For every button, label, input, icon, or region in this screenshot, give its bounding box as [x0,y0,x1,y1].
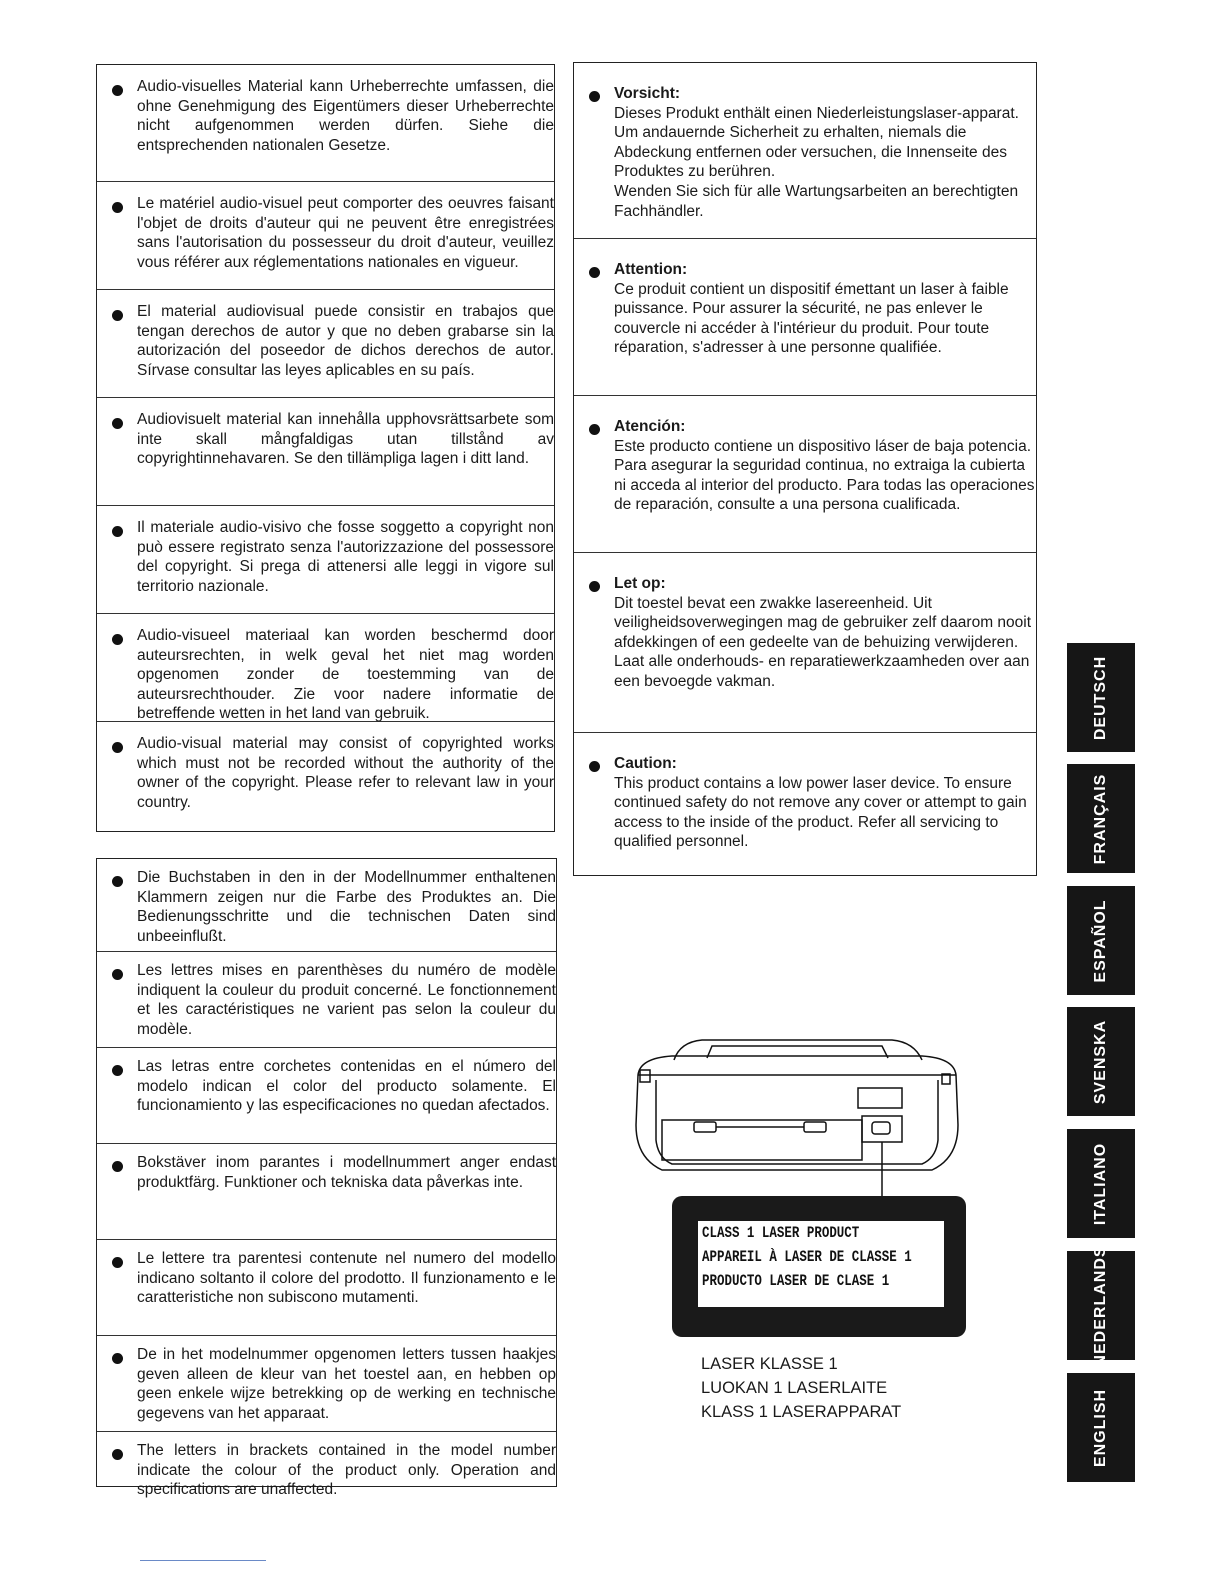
tab-label: SVENSKA [1092,1019,1109,1104]
bullet-icon [589,267,600,278]
notice-text: Audio-visuelles Material kann Urheberrechte umfassen, die ohne Genehmigung des Eigentümers dieser Urheberrechte nicht aufgenommen werden dürfen. Siehe die entsprechenden nationalen Gesetze. [137,78,554,154]
copyright-notice-nl [97,614,554,722]
copyright-notice-it [97,506,554,614]
tab-espanol [1067,886,1135,995]
laser-warning-de [574,63,1036,239]
warning-title: Let op: [614,575,666,592]
warning-body: Ce produit contient un dispositif émettant un laser à faible puissance. Pour assurer la sécurité, ne pas enlever le couvercle ni accéder à l'intérieur du produit. Pour toute réparation, s'adresser à une personne qualifiée. [614,280,1009,357]
bullet-icon [112,526,123,537]
jack-panel [862,1116,902,1142]
copyright-notice-de [97,65,554,182]
notice-text: Die Buchstaben in den in der Modellnummer enthaltenen Klammern zeigen nur die Farbe des Produktes an. Die Bedienungsschritte und die technischen Daten sind unbeeinflußt. [137,869,556,945]
bullet-icon [112,418,123,429]
bullet-icon [112,1449,123,1460]
tab-label: NEDERLANDS [1092,1244,1109,1367]
bullet-icon [112,85,123,96]
laser-label-line-2: APPAREIL À LASER DE CLASSE 1 [702,1248,912,1266]
laser-warnings-box [573,62,1037,876]
notice-text: The letters in brackets contained in the model number indicate the colour of the product only. Operation and specifications are unaffected. [137,1442,556,1499]
bullet-icon [589,761,600,772]
color-notice-en [97,1432,556,1507]
notice-text: Las letras entre corchetes contenidas en el número del modelo indican el color del producto solamente. El funcionamiento y las especificaciones no quedan afectados. [137,1058,556,1115]
tab-english [1067,1373,1135,1482]
copyright-notice-es [97,290,554,398]
jack-icon [872,1122,890,1134]
color-notice-nl [97,1336,556,1432]
notice-text: El material audiovisual puede consistir en trabajos que tengan derechos de autor y que no deben grabarse sin la autorización del poseedor de dichos derechos de autor. Sírvase consultar las leyes aplicables en su país. [137,303,554,379]
tab-svenska [1067,1007,1135,1116]
battery-slot-left [694,1122,716,1132]
copyright-notice-sv [97,398,554,506]
color-notice-it [97,1240,556,1336]
warning-body: This product contains a low power laser device. To ensure continued safety do not remove any cover or attempt to gain access to the inside of the product. Refer all servicing to qualified personnel. [614,774,1027,851]
bullet-icon [589,424,600,435]
warning-title: Atención: [614,418,686,435]
bullet-icon [112,1353,123,1364]
tab-label: DEUTSCH [1092,655,1109,740]
notice-text: De in het modelnummer opgenomen letters tussen haakjes geven alleen de kleur van het toestel aan, en hebben op geen enkele wijze betrekking op de werking en technische gegevens van het apparaat. [137,1346,556,1422]
laser-label-line-3: PRODUCTO LASER DE CLASE 1 [702,1272,890,1290]
warning-body: Este producto contiene un dispositivo láser de baja potencia. Para asegurar la seguridad continua, no extraiga la cubierta ni acceda al interior del producto. Para todas las operaciones de reparación, consulte a una persona cualificada. [614,437,1035,514]
laser-class-label-inner [698,1221,944,1307]
notice-text: Le lettere tra parentesi contenute nel numero del modello indicano soltanto il colore del prodotto. Il funzionamento e le caratteristiche non subiscono mutamenti. [137,1250,556,1307]
bullet-icon [112,1257,123,1268]
bullet-icon [112,310,123,321]
battery-slot-right [804,1122,826,1132]
color-notice-de [97,859,556,952]
bullet-icon [112,1065,123,1076]
notice-text: Les lettres mises en parenthèses du numéro de modèle indiquent la couleur du produit concerné. Le fonctionnement et les caractéristiques ne varient pas selon la couleur du modèle. [137,962,556,1038]
laser-klasse-text: LASER KLASSE 1 LUOKAN 1 LASERLAITE KLASS 1 LASERAPPARAT [701,1355,902,1421]
tab-label: ITALIANO [1092,1142,1109,1225]
color-notice-fr [97,952,556,1048]
laser-warning-fr [574,239,1036,396]
laser-warning-es [574,396,1036,553]
tab-deutsch [1067,643,1135,752]
warning-body: Dit toestel bevat een zwakke lasereenheid. Uit veiligheidsoverwegingen mag de gebruiker zelf daarom nooit afdekkingen of een gedeelte van de behuizing verwijderen. Laat alle onderhouds- en reparatiewerkzaamheden over aan een bevoegde vakman. [614,594,1032,690]
laser-label-window [858,1088,902,1108]
tab-label: ESPAÑOL [1092,898,1109,983]
color-notice-es [97,1048,556,1144]
tab-francais [1067,764,1135,873]
copyright-notices-box [96,64,555,832]
tab-label: FRANÇAIS [1092,773,1109,864]
notice-text: Le matériel audio-visuel peut comporter des oeuvres faisant l'objet de droits d'auteur qui ne peuvent être enregistrées sans l'autorisation du possesseur du droit d'auteur, veuillez vous référer aux réglementations nationales en vigueur. [137,195,554,271]
tab-italiano [1067,1129,1135,1238]
bullet-icon [112,742,123,753]
notice-text: Il materiale audio-visivo che fosse soggetto a copyright non può essere registrato senza l'autorizzazione del possessore del copyright. Si prega di attenersi alle leggi in vigore sul territorio nazionale. [137,519,554,595]
bullet-icon [112,1161,123,1172]
bullet-icon [112,876,123,887]
device-body [636,1056,958,1170]
tab-nederlands [1067,1244,1135,1367]
warning-title: Vorsicht: [614,85,681,102]
bullet-icon [112,202,123,213]
laser-label-line-1: CLASS 1 LASER PRODUCT [702,1224,860,1242]
laser-class-label [672,1196,966,1337]
warning-title: Caution: [614,755,677,772]
footer-rule [140,1560,266,1561]
bullet-icon [112,634,123,645]
laser-warning-nl [574,553,1036,733]
bullet-icon [589,91,600,102]
color-notices-box [96,858,557,1499]
tab-label: ENGLISH [1092,1388,1109,1467]
copyright-notice-en [97,722,554,820]
notice-text: Audio-visual material may consist of copyrighted works which must not be recorded without the authority of the owner of the copyright. Please refer to relevant law in your country. [137,735,554,811]
notice-text: Audiovisuelt material kan innehålla upphovsrättsarbete som inte skall mångfaldigas utan tillstånd av copyrightinnehavaren. Se den tillämpliga lagen i ditt land. [137,411,554,468]
warning-body: Dieses Produkt enthält einen Niederleistungslaser-apparat. Um andauernde Sicherheit zu erhalten, niemals die Abdeckung entfernen oder versuchen, die Innenseite des Produktes zu berühren. Wenden Sie sich für alle Wartungsarbeiten an berechtigten Fachhändler. [614,104,1019,220]
battery-compartment [662,1120,862,1160]
copyright-notice-fr [97,182,554,290]
laser-warning-en [574,733,1036,877]
bullet-icon [112,969,123,980]
notice-text: Audio-visueel materiaal kan worden beschermd door auteursrechten, in welk geval het niet mag worden opgenomen zonder de toestemming van de auteursrechthouder. Zie voor nadere informatie de betreffende wetten in het land van gebruik. [137,627,554,723]
notice-text: Bokstäver inom parantes i modellnummert anger endast produktfärg. Funktioner och tekniska data påverkas inte. [137,1154,556,1191]
bullet-icon [589,581,600,592]
warning-title: Attention: [614,261,688,278]
color-notice-sv [97,1144,556,1240]
